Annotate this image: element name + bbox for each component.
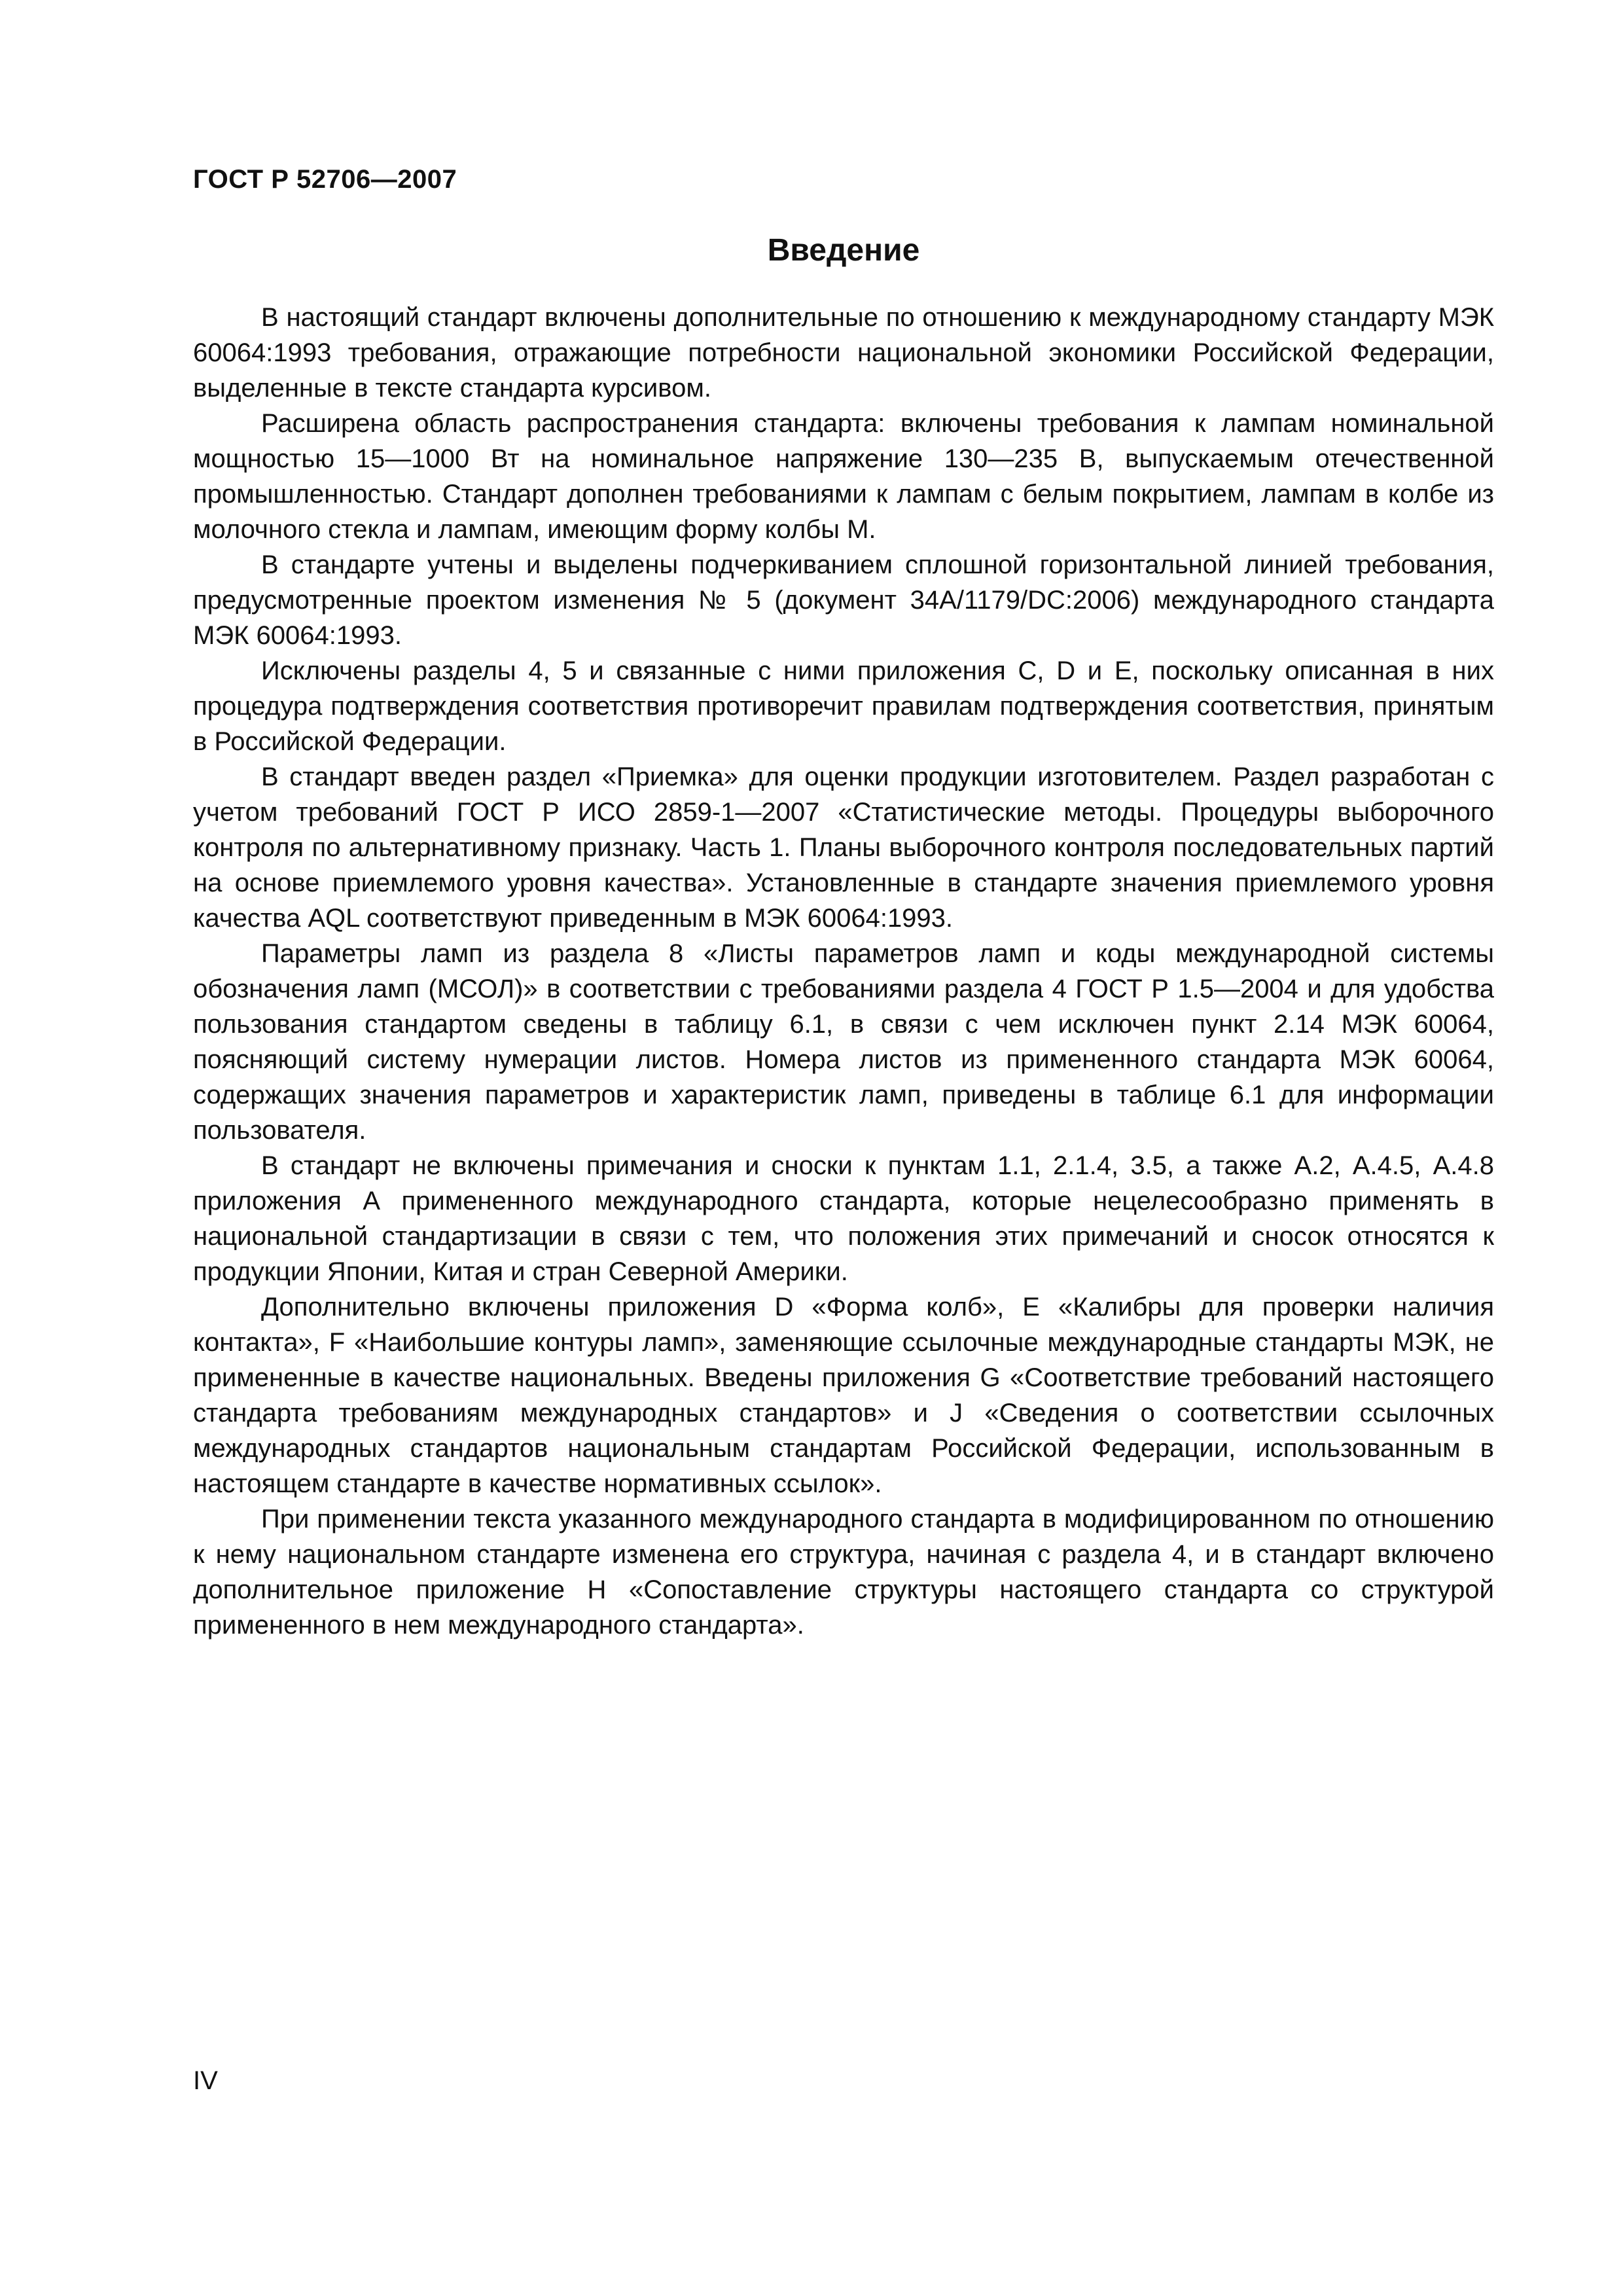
paragraph: Дополнительно включены приложения D «Форма колб», Е «Калибры для проверки наличия контакта», F «Наибольшие контуры ламп», заменяющие ссылочные международные стандарты МЭК, не примененные в качестве национальных. Введены приложения G «Соответствие требований настоящего стандарта требованиям международных стандартов» и J «Сведения о соответствии ссылочных международных стандартов национальным стандартам Российской Федерации, использованным в настоящем стандарте в качестве нормативных ссылок». bbox=[193, 1293, 1494, 1498]
document-code: ГОСТ Р 52706—2007 bbox=[193, 165, 457, 194]
paragraph: В стандарт не включены примечания и сноски к пунктам 1.1, 2.1.4, 3.5, а также А.2, А.4.5, А.4.8 приложения А примененного международного стандарта, которые нецелесообразно применять в национальной стандартизации в связи с тем, что положения этих примечаний и сносок относятся к продукции Японии, Китая и стран Северной Америки. bbox=[193, 1151, 1494, 1286]
paragraph: В стандарте учтены и выделены подчеркиванием сплошной горизонтальной линией требования, предусмотренные проектом изменения № 5 (документ 34А/1179/DC:2006) международного стандарта МЭК 60064:1993. bbox=[193, 550, 1494, 650]
paragraph: В настоящий стандарт включены дополнительные по отношению к международному стандарту МЭК 60064:1993 требования, отражающие потребности национальной экономики Российской Федерации, выделенные в тексте стандарта курсивом. bbox=[193, 303, 1494, 403]
paragraph: Расширена область распространения стандарта: включены требования к лампам номинальной мощностью 15—1000 Вт на номинальное напряжение 130—235 В, выпускаемым отечественной промышленностью. Стандарт дополнен требованиями к лампам с белым покрытием, лампам в колбе из молочного стекла и лампам, имеющим форму колбы М. bbox=[193, 409, 1494, 544]
paragraph: При применении текста указанного международного стандарта в модифицированном по отношению к нему национальном стандарте изменена его структура, начиная с раздела 4, и в стандарт включено дополнительное приложение Н «Сопоставление структуры настоящего стандарта со структурой примененного в нем международного стандарта». bbox=[193, 1505, 1494, 1640]
paragraph: Исключены разделы 4, 5 и связанные с ними приложения C, D и E, поскольку описанная в них процедура подтверждения соответствия противоречит правилам подтверждения соответствия, принятым в Российской Федерации. bbox=[193, 656, 1494, 756]
paragraph: Параметры ламп из раздела 8 «Листы параметров ламп и коды международной системы обозначения ламп (МСОЛ)» в соответствии с требованиями раздела 4 ГОСТ Р 1.5—2004 и для удобства пользования стандартом сведены в таблицу 6.1, в связи с чем исключен пункт 2.14 МЭК 60064, поясняющий систему нумерации листов. Номера листов из примененного стандарта МЭК 60064, содержащих значения параметров и характеристик ламп, приведены в таблице 6.1 для информации пользователя. bbox=[193, 939, 1494, 1145]
page-number: IV bbox=[193, 2066, 218, 2095]
paragraph: В стандарт введен раздел «Приемка» для оценки продукции изготовителем. Раздел разработан с учетом требований ГОСТ Р ИСО 2859-1—2007 «Статистические методы. Процедуры выборочного контроля по альтернативному признаку. Часть 1. Планы выборочного контроля последовательных партий на основе приемлемого уровня качества». Установленные в стандарте значения приемлемого уровня качества AQL соответствуют приведенным в МЭК 60064:1993. bbox=[193, 762, 1494, 933]
section-title: Введение bbox=[767, 233, 920, 268]
introduction-body bbox=[193, 300, 1494, 1643]
